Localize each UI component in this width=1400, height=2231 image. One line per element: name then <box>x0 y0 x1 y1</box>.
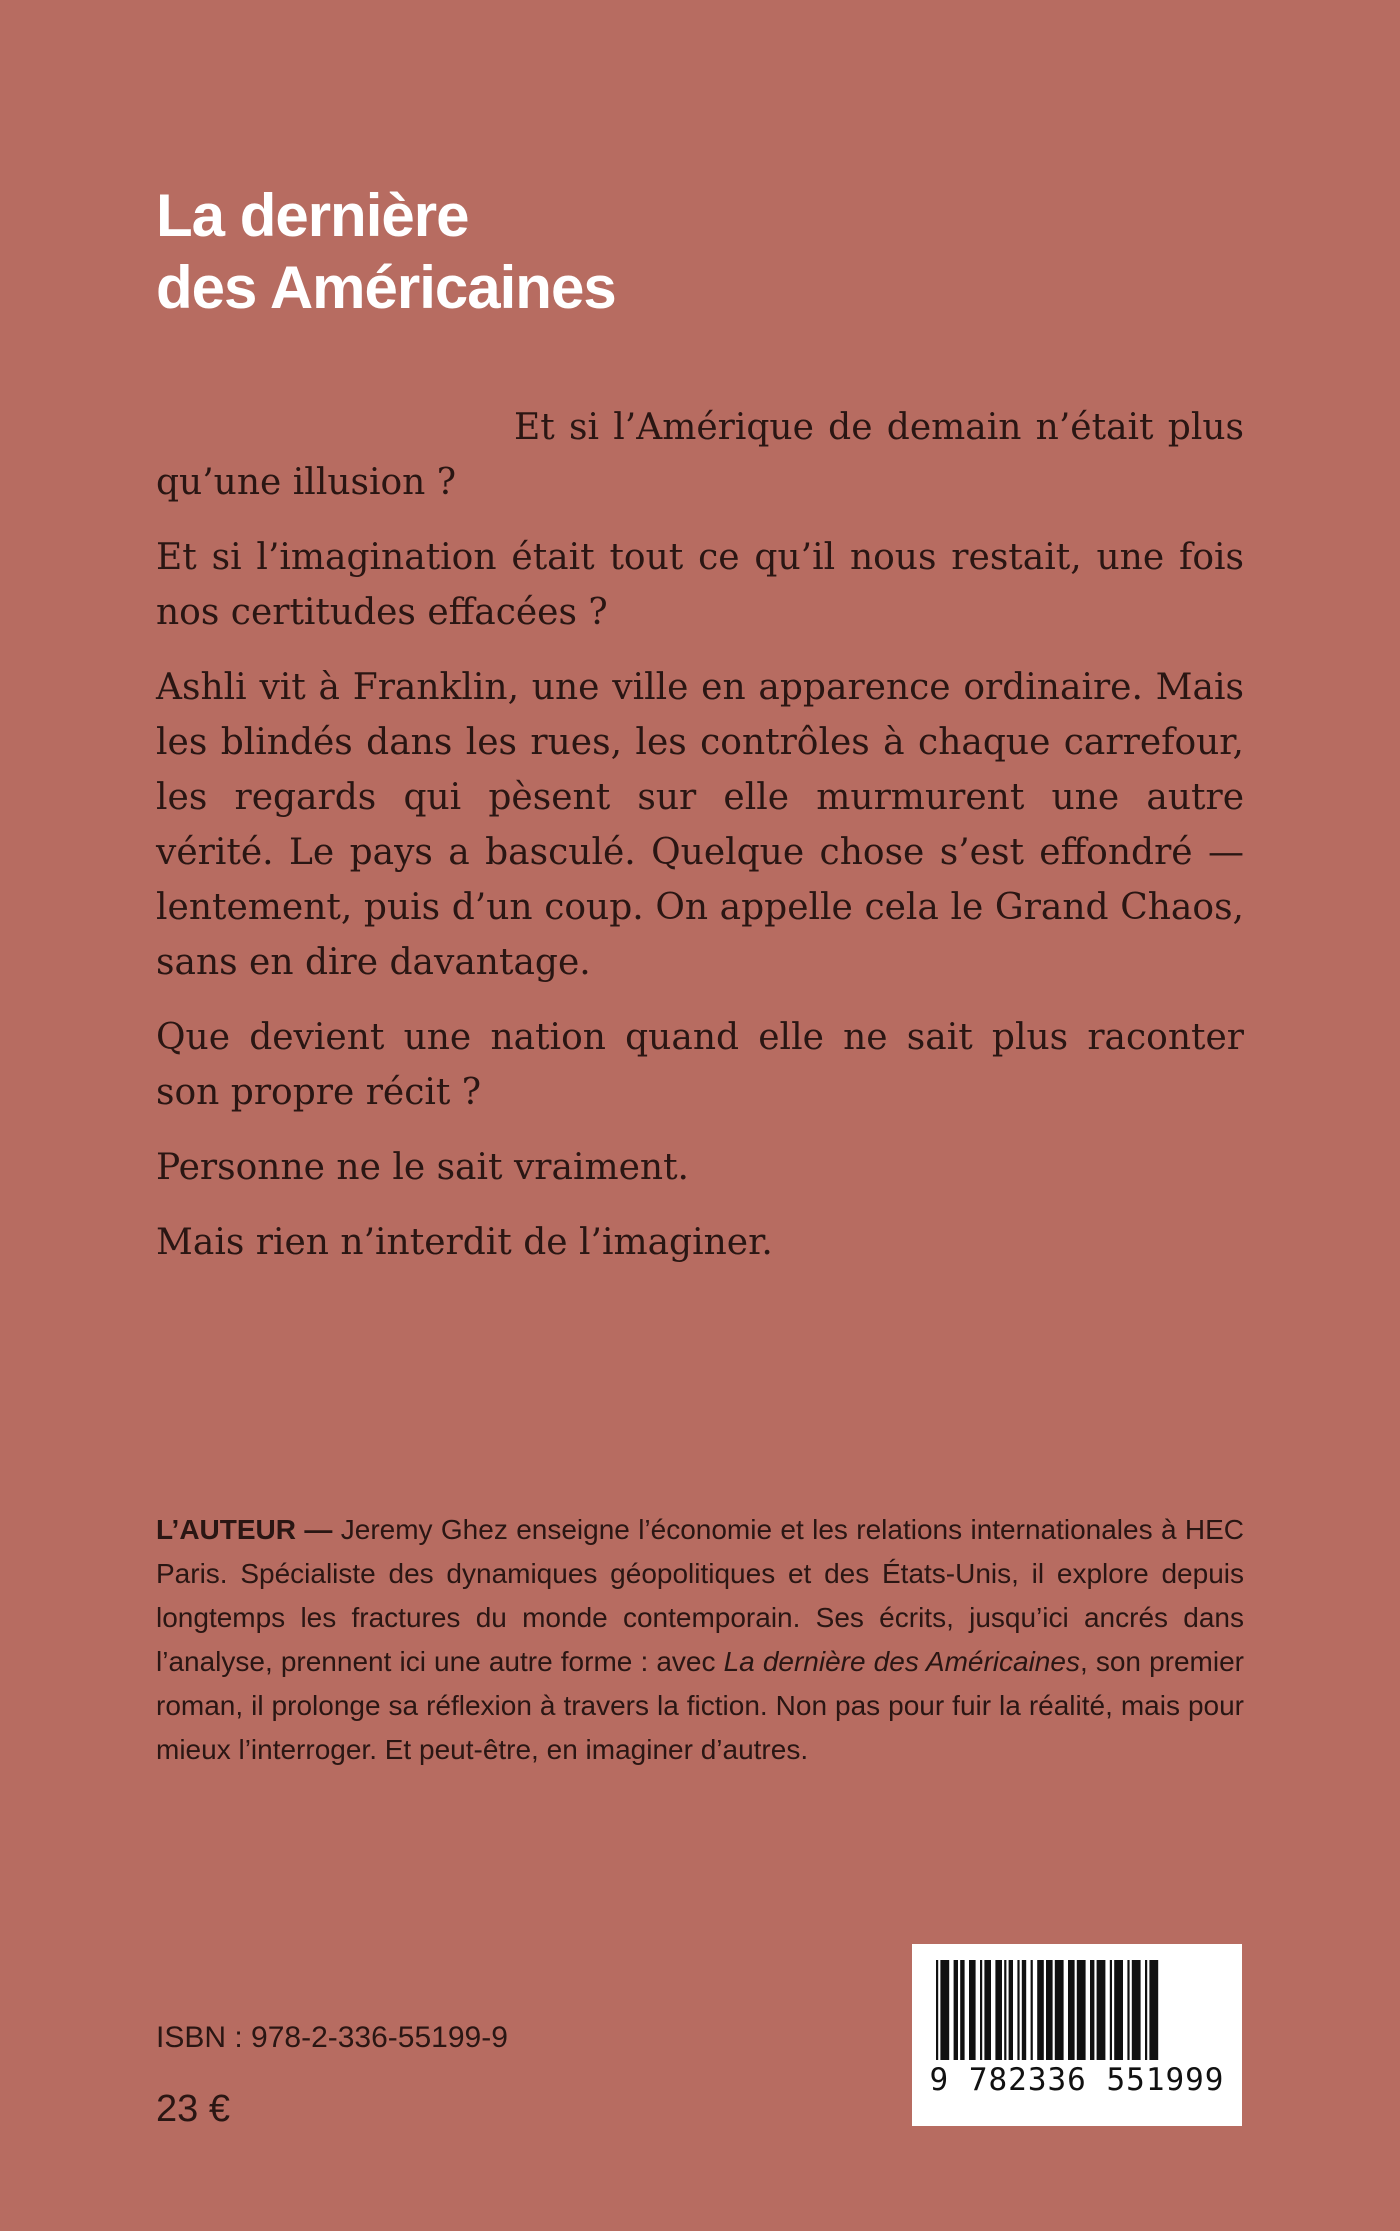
blurb-paragraph-5: Personne ne le sait vraiment. <box>156 1147 690 1188</box>
barcode-bar-1 <box>940 1960 949 2060</box>
barcode-bar-21 <box>1114 1960 1123 2060</box>
author-label: L’AUTEUR — <box>156 1514 333 1545</box>
barcode-bar-9 <box>1009 1960 1013 2060</box>
price: 23 € <box>156 2088 230 2130</box>
barcode-bar-10 <box>1017 1960 1019 2060</box>
barcode-bar-11 <box>1022 1960 1026 2060</box>
barcode-bar-24 <box>1145 1960 1147 2060</box>
barcode-bar-17 <box>1077 1960 1086 2060</box>
barcode-bar-15 <box>1055 1960 1064 2060</box>
barcode-bar-20 <box>1110 1960 1112 2060</box>
barcode-bar-3 <box>960 1960 964 2060</box>
barcode <box>912 1944 1242 2126</box>
author-book-title: La dernière des Américaines <box>723 1646 1080 1677</box>
barcode-bar-25 <box>1149 1960 1158 2060</box>
barcode-bar-4 <box>969 1960 976 2060</box>
barcode-bars <box>936 1960 1218 2064</box>
blurb-paragraph-4: Que devient une nation quand elle ne sait plus raconter son propre récit ? <box>156 1017 1244 1113</box>
barcode-bar-8 <box>1004 1960 1006 2060</box>
book-title <box>156 180 616 324</box>
barcode-bar-16 <box>1068 1960 1075 2060</box>
isbn: ISBN : 978-2-336-55199-9 <box>156 2021 508 2054</box>
barcode-bar-5 <box>980 1960 982 2060</box>
barcode-bar-6 <box>984 1960 991 2060</box>
title-line-1: La dernière <box>156 182 469 249</box>
title-line-2: des Américaines <box>156 254 616 321</box>
blurb-paragraph-6: Mais rien n’interdit de l’imaginer. <box>156 1222 773 1263</box>
barcode-bar-0 <box>936 1960 938 2060</box>
author-text-before: Jeremy Ghez enseigne l’économie et les relations internationales à HEC Paris. Spécialiste des dynamiques géopolitiques et des États-Unis, il explore depuis longtemps les fractures du monde contemporain. Ses écrits, jusqu’ici ancrés dans l’analyse, prennent ici une autre forme : avec <box>156 1514 1245 1677</box>
barcode-bar-2 <box>954 1960 958 2060</box>
barcode-bar-22 <box>1127 1960 1129 2060</box>
barcode-bar-18 <box>1090 1960 1094 2060</box>
blurb <box>156 400 1244 1290</box>
barcode-bar-19 <box>1097 1960 1106 2060</box>
barcode-bar-7 <box>995 1960 1002 2060</box>
blurb-paragraph-3: Ashli vit à Franklin, une ville en apparence ordinaire. Mais les blindés dans les rues, les contrôles à chaque carrefour, les regards qui pèsent sur elle murmurent une autre vérité. Le pays a basculé. Quelque chose s’est effondré — lentement, puis d’un coup. On appelle cela le Grand Chaos, sans en dire davantage. <box>156 667 1244 983</box>
barcode-bar-13 <box>1037 1960 1044 2060</box>
blurb-paragraph-1: Et si l’Amérique de demain n’était plus qu’une illusion ? <box>156 407 1244 503</box>
author-bio <box>156 1508 1244 1772</box>
barcode-bar-23 <box>1132 1960 1141 2060</box>
blurb-paragraph-2: Et si l’imagination était tout ce qu’il nous restait, une fois nos certitudes effacées ? <box>156 537 1244 633</box>
barcode-bar-14 <box>1046 1960 1053 2060</box>
author-text-after: , son premier roman, il prolonge sa réflexion à travers la fiction. Non pas pour fuir la réalité, mais pour mieux l’interroger. Et peut-être, en imaginer d’autres. <box>156 1646 1244 1765</box>
barcode-digits: 9 782336 551999 <box>929 2062 1225 2098</box>
barcode-bar-12 <box>1031 1960 1033 2060</box>
